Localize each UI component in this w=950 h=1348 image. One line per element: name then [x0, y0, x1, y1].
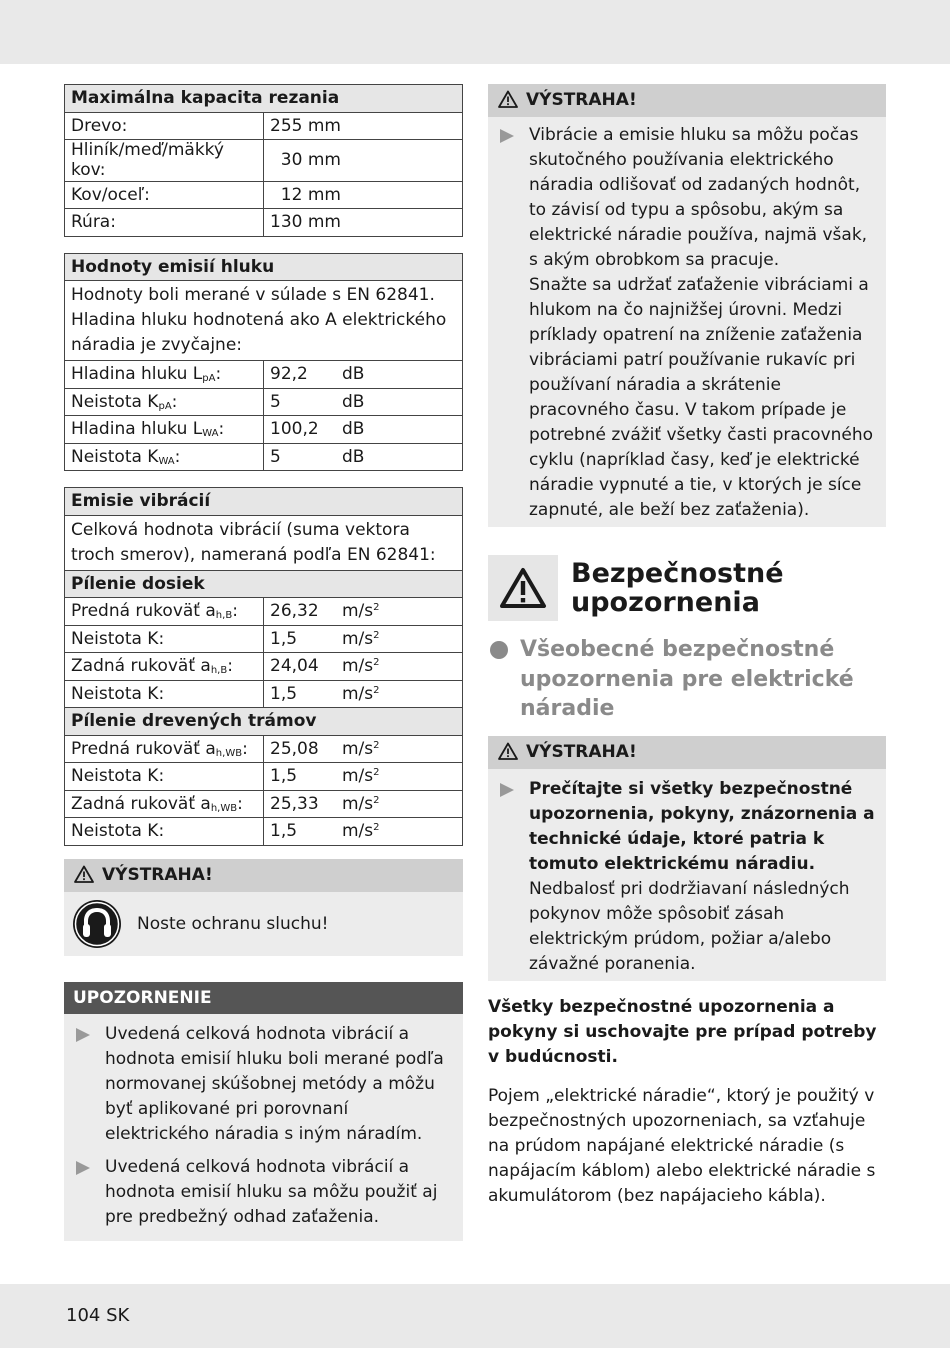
- table-intro: Hodnoty boli merané v súlade s EN 62841. Hladina hluku hodnotená ako A elektrického náradia je zvyčajne:: [65, 281, 463, 361]
- notice-box: [64, 982, 463, 1241]
- cutting-capacity-table: [64, 84, 463, 237]
- table-row: Zadná rukoväť $a_{h,B}$: 24,04 $m/s^2$: [65, 653, 463, 681]
- warning-triangle-icon: [498, 742, 518, 760]
- list-item: Uvedená celková hodnota vibrácií a hodnota emisií hluku sa môžu použiť aj pre predbežný odhad zaťaženia.: [64, 1155, 457, 1230]
- noise-emission-table: [64, 253, 463, 472]
- ear-protection-icon: [72, 899, 122, 949]
- table-row: Neistota $K_{pA}$: 5 dB: [65, 388, 463, 416]
- table-row: Hladina hluku $L_{WA}$: 100,2 dB: [65, 416, 463, 444]
- group-title: Pílenie drevených trámov: [65, 708, 463, 736]
- warning-header: VÝSTRAHA!: [488, 736, 886, 769]
- table-row: Hladina hluku $L_{pA}$: 92,2 dB: [65, 361, 463, 389]
- table-row: Kov/oceľ: 12 mm: [65, 181, 463, 209]
- list-item: Vibrácie a emisie hluku sa môžu počas skutočného používania elektrického náradia odlišovať od zadaných hodnôt, to závisí od typu a spôsobu, akým sa elektrické náradie používa, najmä však, s akým obrobkom sa pracuje. Snažte sa udržať zaťaženie vibráciami a hlukom na čo najnižšej úrovni. Medzi príklady opatrení na zníženie zaťaženia vibráciami patrí používanie rukavíc pri používaní náradia a skrátenie pracovného času. V takom prípade je potrebné zvážiť všetky časti pracovného cyklu (napríklad časy, keď je elektrické náradie vypnuté a tie, v ktorých je síce zapnuté, ale beží bez zaťaženia).: [488, 123, 880, 523]
- list-item: Uvedená celková hodnota vibrácií a hodnota emisií hluku boli merané podľa normovanej skúšobnej metódy a môžu byť aplikované pri porovnaní elektrického náradia s iným náradím.: [64, 1022, 457, 1147]
- definition-text: Pojem „elektrické náradie“, ktorý je použitý v bezpečnostných upozorneniach, sa vzťahuje na prúdom napájané elektrické náradie (s napájacím káblom) alebo elektrické náradie s akumulátorom (bez napájacieho kábla).: [488, 1085, 876, 1206]
- vibration-emission-table: [64, 487, 463, 846]
- table-title: Hodnoty emisií hluku: [65, 253, 463, 281]
- table-row: Neistota $K_{WA}$: 5 dB: [65, 443, 463, 471]
- page-number: 104 SK: [66, 1305, 130, 1326]
- table-row: Predná rukoväť $a_{h,WB}$: 25,08 $m/s^2$: [65, 735, 463, 763]
- hearing-warning: [64, 859, 463, 956]
- keep-instructions-text: Všetky bezpečnostné upozornenia a pokyny si uschovajte pre prípad potreby v budúcnosti.: [488, 996, 877, 1067]
- vibration-warning: [488, 84, 886, 527]
- table-intro: Celková hodnota vibrácií (suma vektora troch smerov), nameraná podľa EN 62841:: [65, 515, 463, 570]
- table-row: Rúra: 130 mm: [65, 209, 463, 237]
- notice-header: UPOZORNENIE: [64, 982, 463, 1014]
- warning-header: VÝSTRAHA!: [488, 84, 886, 117]
- warning-triangle-icon: [499, 567, 547, 609]
- table-title: Maximálna kapacita rezania: [65, 85, 463, 113]
- table-row: Hliník/meď/mäkký kov: 30 mm: [65, 140, 463, 182]
- warning-triangle-icon: [74, 865, 94, 883]
- left-column: [64, 84, 463, 1241]
- list-item: Prečítajte si všetky bezpečnostné upozornenia, pokyny, znázornenia a technické údaje, ktoré patria k tomuto elektrickému náradiu. Nedbalosť pri dodržiavaní následných pokynov môže spôsobiť zásah elektrickým prúdom, požiar a/alebo závažné poranenia.: [488, 777, 880, 977]
- table-row: Neistota K: 1,5 $m/s^2$: [65, 625, 463, 653]
- right-column: [488, 84, 886, 1209]
- group-title: Pílenie dosiek: [65, 570, 463, 598]
- hearing-warning-text: Noste ochranu sluchu!: [137, 913, 329, 934]
- subsection-title: Všeobecné bezpečnostné upozornenia pre elektrické náradie: [488, 635, 886, 724]
- table-title: Emisie vibrácií: [65, 488, 463, 516]
- table-row: Zadná rukoväť $a_{h,WB}$: 25,33 $m/s^2$: [65, 790, 463, 818]
- table-row: Drevo: 255 mm: [65, 112, 463, 140]
- table-row: Neistota K: 1,5 $m/s^2$: [65, 680, 463, 708]
- footer-band: [0, 1284, 950, 1348]
- table-row: Predná rukoväť $a_{h,B}$: 26,32 $m/s^2$: [65, 598, 463, 626]
- warning-triangle-icon: [498, 90, 518, 108]
- section-title: Bezpečnostné upozornenia: [488, 555, 886, 621]
- warning-header: VÝSTRAHA!: [64, 859, 463, 892]
- table-row: Neistota K: 1,5 $m/s^2$: [65, 763, 463, 791]
- table-row: Neistota K: 1,5 $m/s^2$: [65, 818, 463, 846]
- read-instructions-warning: [488, 736, 886, 981]
- header-band: [0, 0, 950, 64]
